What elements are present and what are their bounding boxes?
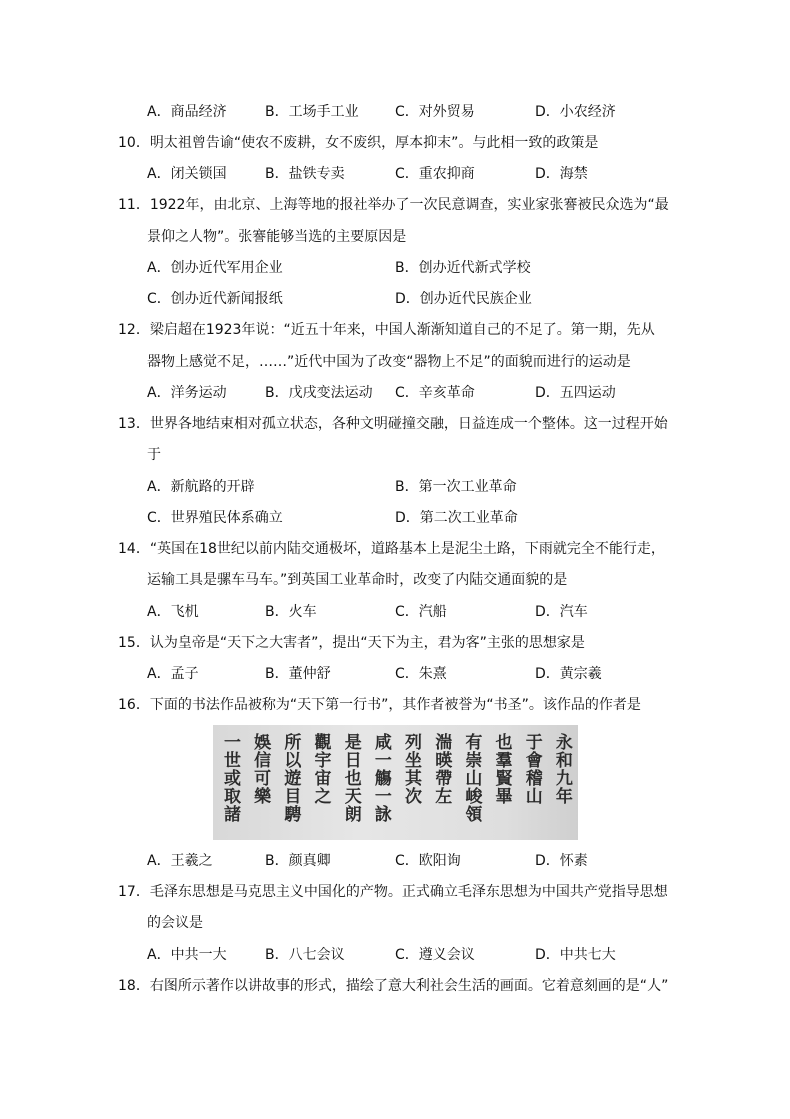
calligraphy-column: 列坐其次 (401, 733, 422, 805)
calligraphy-column: 一世或取諸 (220, 733, 240, 823)
calligraphy-image (213, 725, 578, 840)
question-stem: 14．“英国在18世纪以前内陆交通极坏，道路基本上是泥尘土路，下雨就完全不能行走， (118, 541, 665, 557)
calligraphy-column: 有崇山峻領 (461, 733, 482, 823)
option-a: A．创办近代军用企业 (147, 260, 283, 276)
question-stem-cont: 于 (147, 447, 161, 463)
question-stem: 12．梁启超在1923年说：“近五十年来，中国人渐渐知道自己的不足了。第一期，先从 (118, 322, 655, 338)
question-stem: 15．认为皇帝是“天下之大害者”，提出“天下为主，君为客”主张的思想家是 (118, 635, 585, 651)
option-c: C．对外贸易 (395, 104, 475, 120)
option-d: D．海禁 (535, 166, 588, 182)
option-d: D．汽车 (535, 604, 588, 620)
question-stem-cont: 运输工具是骡车马车。”到英国工业革命时，改变了内陆交通面貌的是 (147, 572, 568, 588)
calligraphy-column: 也羣賢畢 (491, 733, 512, 805)
option-b: B．盐铁专卖 (265, 166, 345, 182)
calligraphy-column: 是日也天朗 (340, 733, 361, 823)
option-b: B．戊戌变法运动 (265, 385, 373, 401)
option-a: A．洋务运动 (147, 385, 227, 401)
option-a: A．闭关锁国 (147, 166, 227, 182)
option-a: A．飞机 (147, 604, 199, 620)
option-c: C．遵义会议 (395, 947, 475, 963)
option-d: D．五四运动 (535, 385, 616, 401)
option-c: C．重农抑商 (395, 166, 475, 182)
calligraphy-column: 咸一觴一詠 (370, 733, 391, 823)
question-stem-cont: 的会议是 (147, 915, 203, 931)
option-b: B．八七会议 (265, 947, 345, 963)
question-stem: 18．右图所示著作以讲故事的形式，描绘了意大利社会生活的画面。它着意刻画的是“人” (118, 978, 669, 994)
question-stem: 10．明太祖曾告谕“使农不废耕，女不废织，厚本抑末”。与此相一致的政策是 (118, 135, 599, 151)
option-a: A．王羲之 (147, 853, 213, 869)
option-d: D．第二次工业革命 (395, 510, 518, 526)
question-stem: 16．下面的书法作品被称为“天下第一行书”，其作者被誉为“书圣”。该作品的作者是 (118, 697, 641, 713)
option-c: C．创办近代新闻报纸 (147, 291, 283, 307)
option-b: B．颜真卿 (265, 853, 331, 869)
calligraphy-column: 永和九年 (551, 733, 572, 805)
option-b: B．创办近代新式学校 (395, 260, 531, 276)
question-stem: 11．1922年，由北京、上海等地的报社举办了一次民意调查，实业家张謇被民众选为“最 (118, 197, 669, 213)
option-c: C．欧阳询 (395, 853, 461, 869)
option-a: A．新航路的开辟 (147, 479, 255, 495)
calligraphy-column: 湍暎帶左 (431, 733, 452, 805)
option-b: B．第一次工业革命 (395, 479, 517, 495)
option-a: A．中共一大 (147, 947, 227, 963)
option-b: B．董仲舒 (265, 666, 331, 682)
question-stem-cont: 景仰之人物”。张謇能够当选的主要原因是 (147, 229, 407, 245)
option-d: D．黄宗羲 (535, 666, 602, 682)
option-c: C．汽船 (395, 604, 447, 620)
question-stem: 13．世界各地结束相对孤立状态，各种文明碰撞交融，日益连成一个整体。这一过程开始 (118, 416, 668, 432)
option-c: C．辛亥革命 (395, 385, 475, 401)
option-d: D．怀素 (535, 853, 588, 869)
option-d: D．创办近代民族企业 (395, 291, 532, 307)
option-a: A．孟子 (147, 666, 199, 682)
question-stem: 17．毛泽东思想是马克思主义中国化的产物。正式确立毛泽东思想为中国共产党指导思想 (118, 884, 668, 900)
calligraphy-column: 娛信可樂 (250, 733, 271, 805)
option-b: B．工场手工业 (265, 104, 359, 120)
option-d: D．中共七大 (535, 947, 616, 963)
question-stem-cont: 器物上感觉不足，……”近代中国为了改变“器物上不足”的面貌而进行的运动是 (147, 354, 631, 370)
option-d: D．小农经济 (535, 104, 616, 120)
calligraphy-column: 于會稽山 (521, 733, 542, 805)
option-c: C．朱熹 (395, 666, 447, 682)
calligraphy-column: 觀宇宙之 (310, 733, 331, 805)
calligraphy-column: 所以遊目騁 (280, 733, 301, 823)
option-c: C．世界殖民体系确立 (147, 510, 283, 526)
option-b: B．火车 (265, 604, 317, 620)
option-a: A．商品经济 (147, 104, 227, 120)
